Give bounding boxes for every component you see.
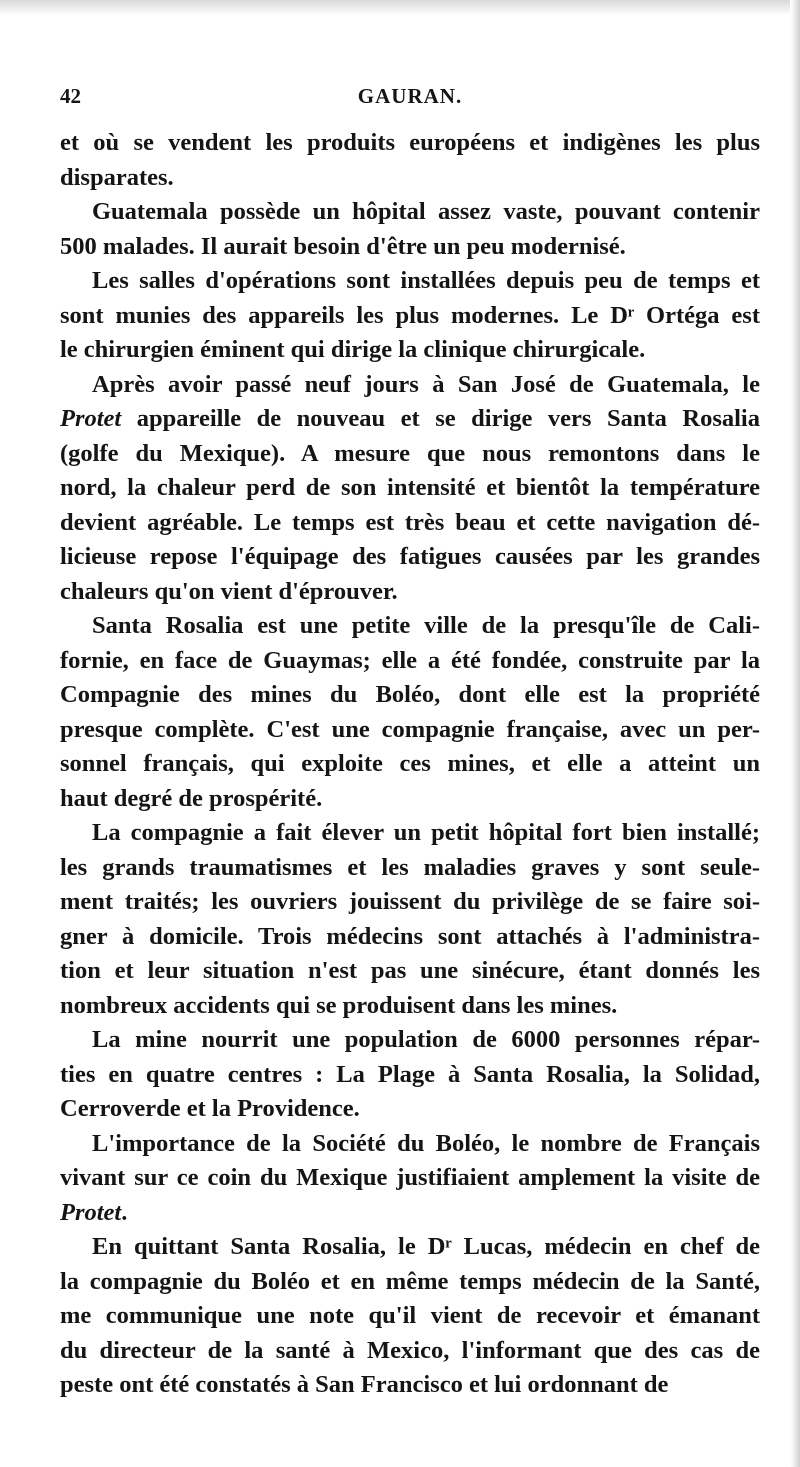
text-line <box>60 402 760 437</box>
text-line <box>60 368 760 403</box>
text-line: le chirurgien éminent qui dirige la clinique chirurgicale. <box>60 336 646 363</box>
text-line: vivant sur ce coin du Mexique justifiaient amplement la visite de <box>60 1164 760 1191</box>
text-line: presque complète. C'est une compagnie française, avec un per- <box>60 715 760 743</box>
text-line: Guatemala possède un hôpital assez vaste, pouvant contenir <box>92 198 760 225</box>
text-line: les grands traumatismes et les maladies graves y sont seule- <box>60 853 760 881</box>
text-line: tion et leur situation n'est pas une sinécure, étant donnés les <box>60 957 760 984</box>
text-line: En quittant Santa Rosalia, le Dʳ Lucas, médecin en chef de <box>92 1233 760 1260</box>
text-line: L'importance de la Société du Boléo, le nombre de Français <box>92 1129 760 1157</box>
text-line: Cerroverde et la Providence. <box>60 1095 360 1122</box>
text-line: Santa Rosalia est une petite ville de la presqu'île de Cali- <box>92 612 760 639</box>
text-run: appareille de nouveau et se dirige vers Santa Rosalia <box>121 405 760 432</box>
text-line: (golfe du Mexique). A mesure que nous remontons dans le <box>60 439 760 467</box>
text-line: La compagnie a fait élever un petit hôpital fort bien installé; <box>92 819 760 846</box>
text-line: la compagnie du Boléo et en même temps médecin de la Santé, <box>60 1267 760 1295</box>
ship-name-italic: Protet <box>60 1198 122 1226</box>
text-line: du directeur de la santé à Mexico, l'informant que des cas de <box>60 1336 760 1364</box>
text-line: me communique une note qu'il vient de recevoir et émanant <box>60 1302 760 1329</box>
paragraph <box>60 126 760 195</box>
text-line: Les salles d'opérations sont installées depuis peu de temps et <box>92 267 760 294</box>
text-run: Après avoir passé neuf jours à San José de Guatemala, le <box>92 370 760 398</box>
text-line: 500 malades. Il aurait besoin d'être un peu modernisé. <box>60 232 626 260</box>
paragraph <box>60 1023 760 1127</box>
text-line: haut degré de prospérité. <box>60 784 323 812</box>
page-top-shadow <box>0 0 800 16</box>
paragraph <box>60 195 760 264</box>
text-run: . <box>121 1198 128 1226</box>
text-line: gner à domicile. Trois médecins sont attachés à l'administra- <box>60 922 760 950</box>
text-line: et où se vendent les produits européens et indigènes les plus <box>60 129 760 156</box>
text-line: nombreux accidents qui se produisent dans les mines. <box>60 991 618 1019</box>
paragraph <box>60 609 760 816</box>
ship-name-italic: Protet <box>60 405 122 432</box>
running-title: GAURAN. <box>357 84 463 108</box>
text-line: ties en quatre centres : La Plage à Santa Rosalia, la Solidad, <box>60 1060 760 1088</box>
text-line: devient agréable. Le temps est très beau et cette navigation dé- <box>60 508 760 536</box>
text-line: disparates. <box>60 163 174 191</box>
text-line: fornie, en face de Guaymas; elle a été fondée, construite par la <box>60 646 760 674</box>
page-number: 42 <box>60 84 81 108</box>
text-line: ment traités; les ouvriers jouissent du privilège de se faire soi- <box>60 888 760 915</box>
paragraph <box>60 1230 760 1403</box>
text-line: sonnel français, qui exploite ces mines, et elle a atteint un <box>60 750 760 777</box>
text-line: peste ont été constatés à San Francisco et lui ordonnant de <box>60 1371 669 1398</box>
text-line: Compagnie des mines du Boléo, dont elle est la propriété <box>60 681 760 708</box>
page-right-shadow <box>790 0 800 1467</box>
paragraph <box>60 1127 760 1231</box>
text-line: licieuse repose l'équipage des fatigues causées par les grandes <box>60 543 760 570</box>
page-header <box>60 84 760 118</box>
paragraph <box>60 368 760 610</box>
paragraph <box>60 816 760 1023</box>
text-line: nord, la chaleur perd de son intensité et bientôt la température <box>60 474 760 501</box>
paragraph <box>60 264 760 368</box>
text-line: sont munies des appareils les plus modernes. Le Dʳ Ortéga est <box>60 301 760 329</box>
text-line <box>60 1196 760 1231</box>
body-text <box>60 126 760 1403</box>
text-line: La mine nourrit une population de 6000 personnes répar- <box>92 1026 760 1053</box>
text-line: chaleurs qu'on vient d'éprouver. <box>60 577 398 605</box>
